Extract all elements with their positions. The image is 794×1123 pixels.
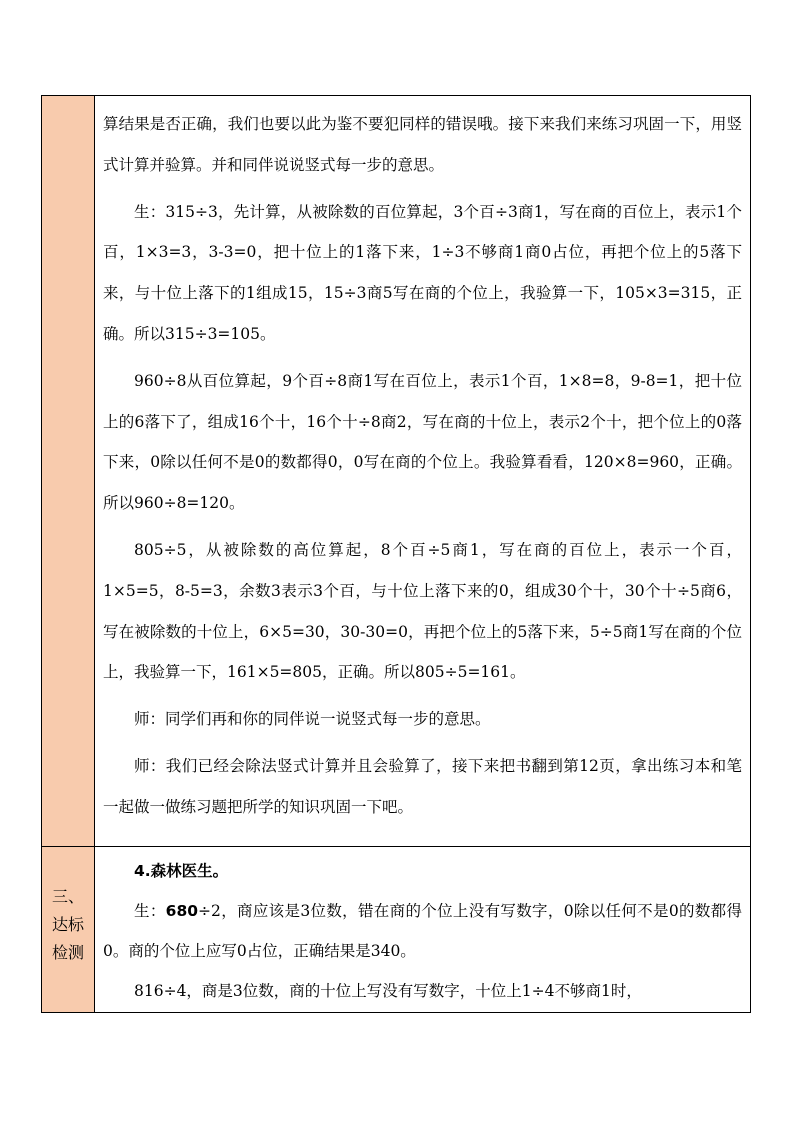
process-text [95, 96, 750, 828]
paragraph-680-rest: ÷2，商应该是3位数，错在商的个位上没有写数字，0除以任何不是0的数都得0。商的个位上应写0占位，正确结果是340。 [103, 902, 742, 960]
section-label-line1: 三、 [51, 887, 84, 906]
paragraph-intro: 算结果是否正确，我们也要以此为鉴不要犯同样的错误哦。接下来我们来练习巩固一下，用竖式计算并验算。并和同伴说说竖式每一步的意思。 [103, 115, 742, 174]
paragraph-805: 805÷5，从被除数的高位算起，8个百÷5商1，写在商的百位上，表示一个百，1×5=5，8-5=3，余数3表示3个百，与十位上落下来的0，组成30个十，30个十÷5商6，写在被除数的十位上，6×5=30，30-30=0，再把个位上的5落下来，5÷5商1写在商的个位上，我验算一下，161×5=805，正确。所以805÷5=161。 [103, 540, 742, 682]
exercise-title: 4.森林医生。 [134, 862, 229, 880]
paragraph-960: 960÷8从百位算起，9个百÷8商1写在百位上，表示1个百，1×8=8，9-8=1，把十位上的6落下了，组成16个十，16个十÷8商2，写在商的十位上，表示2个十，把个位上的0落下来，0除以任何不是0的数都得0，0写在商的个位上。我验算看看，120×8=960，正确。所以960÷8=120。 [103, 371, 742, 513]
speaker-prefix: 生： [134, 902, 166, 920]
number-680: 680 [165, 902, 199, 920]
side-cell-empty [42, 96, 95, 847]
paragraph-315: 生：315÷3，先计算，从被除数的百位算起，3个百÷3商1，写在商的百位上，表示1个百，1×3=3，3-3=0，把十位上的1落下来，1÷3不够商1商0占位，再把个位上的5落下来，与十位上落下的1组成15，15÷3商5写在商的个位上，我验算一下，105×3=315，正确。所以315÷3=105。 [103, 202, 742, 343]
section-label-line2: 达标 [51, 915, 84, 934]
paragraph-teacher-1: 师：同学们再和你的同伴说一说竖式每一步的意思。 [134, 710, 491, 729]
content-cell-process [95, 96, 751, 847]
paragraph-816: 816÷4，商是3位数，商的十位上写没有写数字，十位上1÷4不够商1时， [134, 982, 642, 1000]
section-label-line3: 检测 [51, 943, 84, 962]
side-cell-label [42, 847, 95, 1013]
section-label [42, 847, 94, 967]
paragraph-teacher-2: 师：我们已经会除法竖式计算并且会验算了，接下来把书翻到第12页，拿出练习本和笔一起做一做练习题把所学的知识巩固一下吧。 [103, 756, 742, 816]
paragraph-680 [103, 891, 742, 971]
content-cell-check [95, 847, 751, 1013]
check-text [95, 847, 750, 1011]
lesson-table [41, 95, 751, 1013]
